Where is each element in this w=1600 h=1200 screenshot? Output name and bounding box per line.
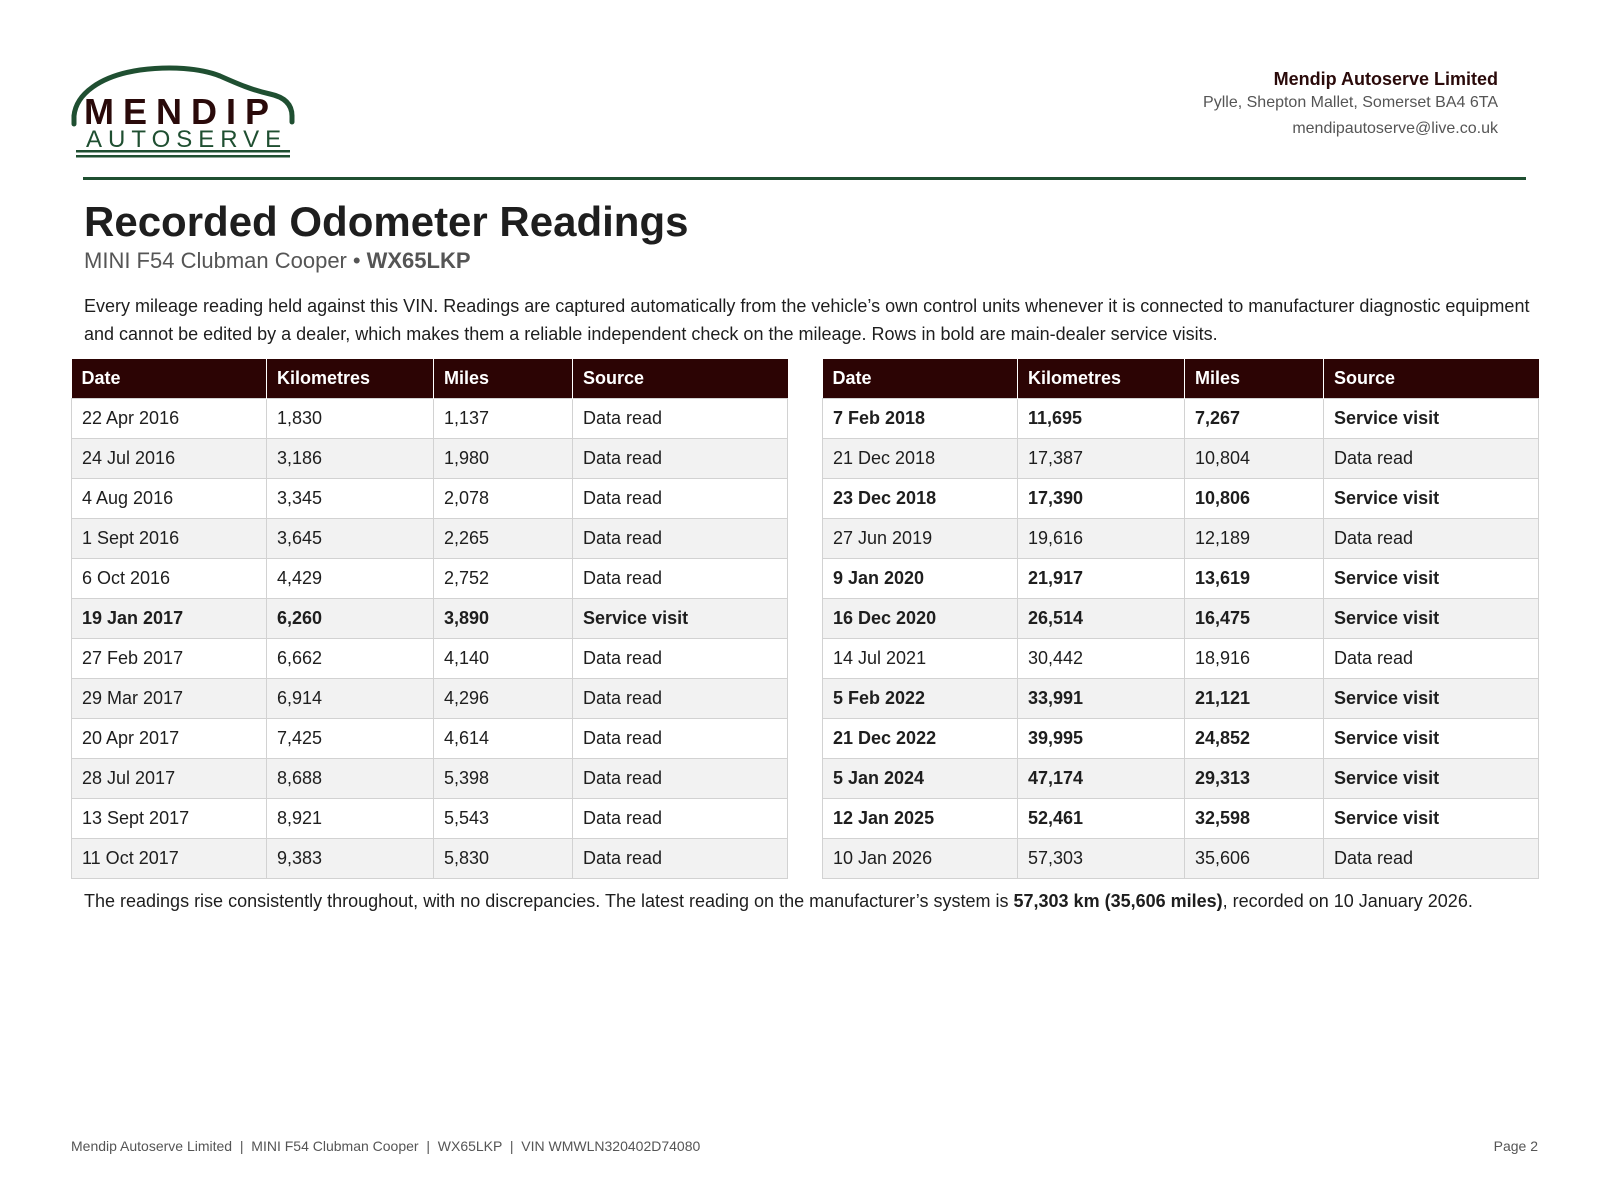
table-row — [72, 679, 788, 719]
cell-miles: 13,619 — [1185, 559, 1324, 599]
table-row — [72, 399, 788, 439]
cell-kilometres: 33,991 — [1018, 679, 1185, 719]
cell-source: Service visit — [1324, 559, 1539, 599]
header-date: Date — [823, 359, 1018, 399]
table-row — [823, 639, 1539, 679]
table-row — [823, 839, 1539, 879]
cell-date: 5 Feb 2022 — [823, 679, 1018, 719]
table-row — [72, 559, 788, 599]
cell-miles: 21,121 — [1185, 679, 1324, 719]
cell-date: 27 Jun 2019 — [823, 519, 1018, 559]
header-date: Date — [72, 359, 267, 399]
table-row — [823, 439, 1539, 479]
cell-date: 29 Mar 2017 — [72, 679, 267, 719]
cell-kilometres: 8,688 — [267, 759, 434, 799]
cell-miles: 5,830 — [434, 839, 573, 879]
cell-kilometres: 6,914 — [267, 679, 434, 719]
cell-kilometres: 17,387 — [1018, 439, 1185, 479]
cell-kilometres: 19,616 — [1018, 519, 1185, 559]
cell-source: Data read — [573, 679, 788, 719]
cell-source: Service visit — [573, 599, 788, 639]
cell-miles: 35,606 — [1185, 839, 1324, 879]
cell-miles: 10,806 — [1185, 479, 1324, 519]
table-header-row — [823, 359, 1539, 399]
table-row — [72, 639, 788, 679]
cell-miles: 4,614 — [434, 719, 573, 759]
cell-miles: 7,267 — [1185, 399, 1324, 439]
odometer-table-left — [71, 359, 788, 879]
cell-miles: 4,140 — [434, 639, 573, 679]
cell-kilometres: 26,514 — [1018, 599, 1185, 639]
cell-source: Data read — [573, 519, 788, 559]
header-miles: Miles — [434, 359, 573, 399]
cell-source: Data read — [573, 399, 788, 439]
vehicle-registration: WX65LKP — [366, 248, 471, 273]
cell-source: Data read — [573, 759, 788, 799]
table-row — [823, 519, 1539, 559]
cell-miles: 32,598 — [1185, 799, 1324, 839]
table-row — [72, 519, 788, 559]
cell-kilometres: 9,383 — [267, 839, 434, 879]
cell-kilometres: 52,461 — [1018, 799, 1185, 839]
cell-date: 20 Apr 2017 — [72, 719, 267, 759]
footer-info — [71, 1138, 700, 1154]
cell-source: Data read — [573, 839, 788, 879]
cell-miles: 24,852 — [1185, 719, 1324, 759]
table-row — [72, 719, 788, 759]
cell-kilometres: 3,345 — [267, 479, 434, 519]
table-row — [823, 679, 1539, 719]
table-row — [72, 599, 788, 639]
cell-date: 27 Feb 2017 — [72, 639, 267, 679]
cell-miles: 2,078 — [434, 479, 573, 519]
odometer-table-right — [822, 359, 1539, 879]
table-header-row — [72, 359, 788, 399]
cell-kilometres: 6,662 — [267, 639, 434, 679]
cell-date: 11 Oct 2017 — [72, 839, 267, 879]
cell-source: Service visit — [1324, 679, 1539, 719]
cell-source: Data read — [573, 799, 788, 839]
cell-miles: 10,804 — [1185, 439, 1324, 479]
company-logo — [70, 64, 300, 164]
header-divider — [83, 177, 1526, 180]
cell-date: 19 Jan 2017 — [72, 599, 267, 639]
cell-miles: 18,916 — [1185, 639, 1324, 679]
cell-date: 6 Oct 2016 — [72, 559, 267, 599]
cell-kilometres: 21,917 — [1018, 559, 1185, 599]
vehicle-subtitle — [84, 246, 471, 276]
table-row — [72, 839, 788, 879]
cell-date: 23 Dec 2018 — [823, 479, 1018, 519]
cell-miles: 16,475 — [1185, 599, 1324, 639]
cell-source: Service visit — [1324, 399, 1539, 439]
table-row — [72, 759, 788, 799]
cell-source: Data read — [573, 639, 788, 679]
cell-source: Data read — [573, 439, 788, 479]
cell-miles: 2,752 — [434, 559, 573, 599]
cell-kilometres: 8,921 — [267, 799, 434, 839]
summary-latest-reading: 57,303 km (35,606 miles) — [1013, 891, 1223, 911]
cell-miles: 2,265 — [434, 519, 573, 559]
company-address: Pylle, Shepton Mallet, Somerset BA4 6TA — [1203, 94, 1498, 111]
table-row — [823, 479, 1539, 519]
cell-date: 10 Jan 2026 — [823, 839, 1018, 879]
cell-source: Service visit — [1324, 719, 1539, 759]
cell-miles: 3,890 — [434, 599, 573, 639]
page-title: Recorded Odometer Readings — [84, 198, 689, 245]
cell-kilometres: 47,174 — [1018, 759, 1185, 799]
cell-date: 21 Dec 2018 — [823, 439, 1018, 479]
table-row — [72, 479, 788, 519]
footer-info-text: Mendip Autoserve Limited | MINI F54 Clubman Cooper | WX65LKP | VIN WMWLN320402D74080 — [71, 1138, 701, 1154]
cell-source: Data read — [1324, 639, 1539, 679]
cell-date: 21 Dec 2022 — [823, 719, 1018, 759]
cell-kilometres: 39,995 — [1018, 719, 1185, 759]
cell-kilometres: 11,695 — [1018, 399, 1185, 439]
vehicle-model: MINI F54 Clubman Cooper — [84, 248, 347, 273]
company-block — [1203, 68, 1498, 142]
header-miles: Miles — [1185, 359, 1324, 399]
cell-date: 5 Jan 2024 — [823, 759, 1018, 799]
page-number: Page 2 — [1493, 1138, 1538, 1154]
cell-kilometres: 30,442 — [1018, 639, 1185, 679]
cell-source: Data read — [1324, 519, 1539, 559]
cell-kilometres: 4,429 — [267, 559, 434, 599]
cell-date: 22 Apr 2016 — [72, 399, 267, 439]
cell-miles: 12,189 — [1185, 519, 1324, 559]
cell-kilometres: 17,390 — [1018, 479, 1185, 519]
cell-source: Data read — [573, 479, 788, 519]
cell-source: Service visit — [1324, 759, 1539, 799]
header-kilometres: Kilometres — [1018, 359, 1185, 399]
cell-date: 7 Feb 2018 — [823, 399, 1018, 439]
cell-kilometres: 3,645 — [267, 519, 434, 559]
cell-miles: 1,980 — [434, 439, 573, 479]
table-row — [823, 559, 1539, 599]
header-source: Source — [573, 359, 788, 399]
cell-date: 16 Dec 2020 — [823, 599, 1018, 639]
cell-date: 13 Sept 2017 — [72, 799, 267, 839]
cell-date: 4 Aug 2016 — [72, 479, 267, 519]
cell-date: 24 Jul 2016 — [72, 439, 267, 479]
cell-source: Service visit — [1324, 799, 1539, 839]
intro-paragraph: Every mileage reading held against this VIN. Readings are captured automatically from the vehicle’s own control units whenever it is connected to manufacturer diagnostic equipment and cannot be edited by a dealer, which makes them a reliable independent check on the mileage. Rows in bold are main-dealer service visits. — [84, 296, 1530, 344]
cell-date: 28 Jul 2017 — [72, 759, 267, 799]
cell-source: Service visit — [1324, 599, 1539, 639]
table-row — [823, 799, 1539, 839]
cell-date: 9 Jan 2020 — [823, 559, 1018, 599]
cell-miles: 29,313 — [1185, 759, 1324, 799]
table-row — [823, 719, 1539, 759]
table-row — [823, 399, 1539, 439]
cell-kilometres: 57,303 — [1018, 839, 1185, 879]
cell-kilometres: 1,830 — [267, 399, 434, 439]
cell-miles: 5,398 — [434, 759, 573, 799]
table-row — [823, 599, 1539, 639]
cell-miles: 1,137 — [434, 399, 573, 439]
cell-source: Data read — [573, 559, 788, 599]
table-row — [72, 799, 788, 839]
cell-date: 12 Jan 2025 — [823, 799, 1018, 839]
company-name: Mendip Autoserve Limited — [1273, 69, 1498, 89]
cell-kilometres: 3,186 — [267, 439, 434, 479]
subtitle-separator: • — [352, 248, 361, 273]
company-email: mendipautoserve@live.co.uk — [1292, 120, 1498, 137]
table-row — [72, 439, 788, 479]
summary-text-end: , recorded on 10 January 2026. — [1222, 891, 1473, 911]
cell-date: 14 Jul 2021 — [823, 639, 1018, 679]
cell-miles: 4,296 — [434, 679, 573, 719]
cell-source: Data read — [1324, 439, 1539, 479]
header-kilometres: Kilometres — [267, 359, 434, 399]
summary-text: The readings rise consistently throughout, with no discrepancies. The latest reading on the manufacturer’s system is — [84, 891, 1014, 911]
table-row — [823, 759, 1539, 799]
cell-miles: 5,543 — [434, 799, 573, 839]
cell-source: Data read — [1324, 839, 1539, 879]
cell-date: 1 Sept 2016 — [72, 519, 267, 559]
header-source: Source — [1324, 359, 1539, 399]
logo-sub-text: AUTOSERVE — [86, 126, 288, 153]
cell-kilometres: 6,260 — [267, 599, 434, 639]
summary-paragraph — [84, 888, 1534, 915]
cell-kilometres: 7,425 — [267, 719, 434, 759]
cell-source: Data read — [573, 719, 788, 759]
logo-brand-text: MENDIP — [84, 91, 279, 132]
cell-source: Service visit — [1324, 479, 1539, 519]
